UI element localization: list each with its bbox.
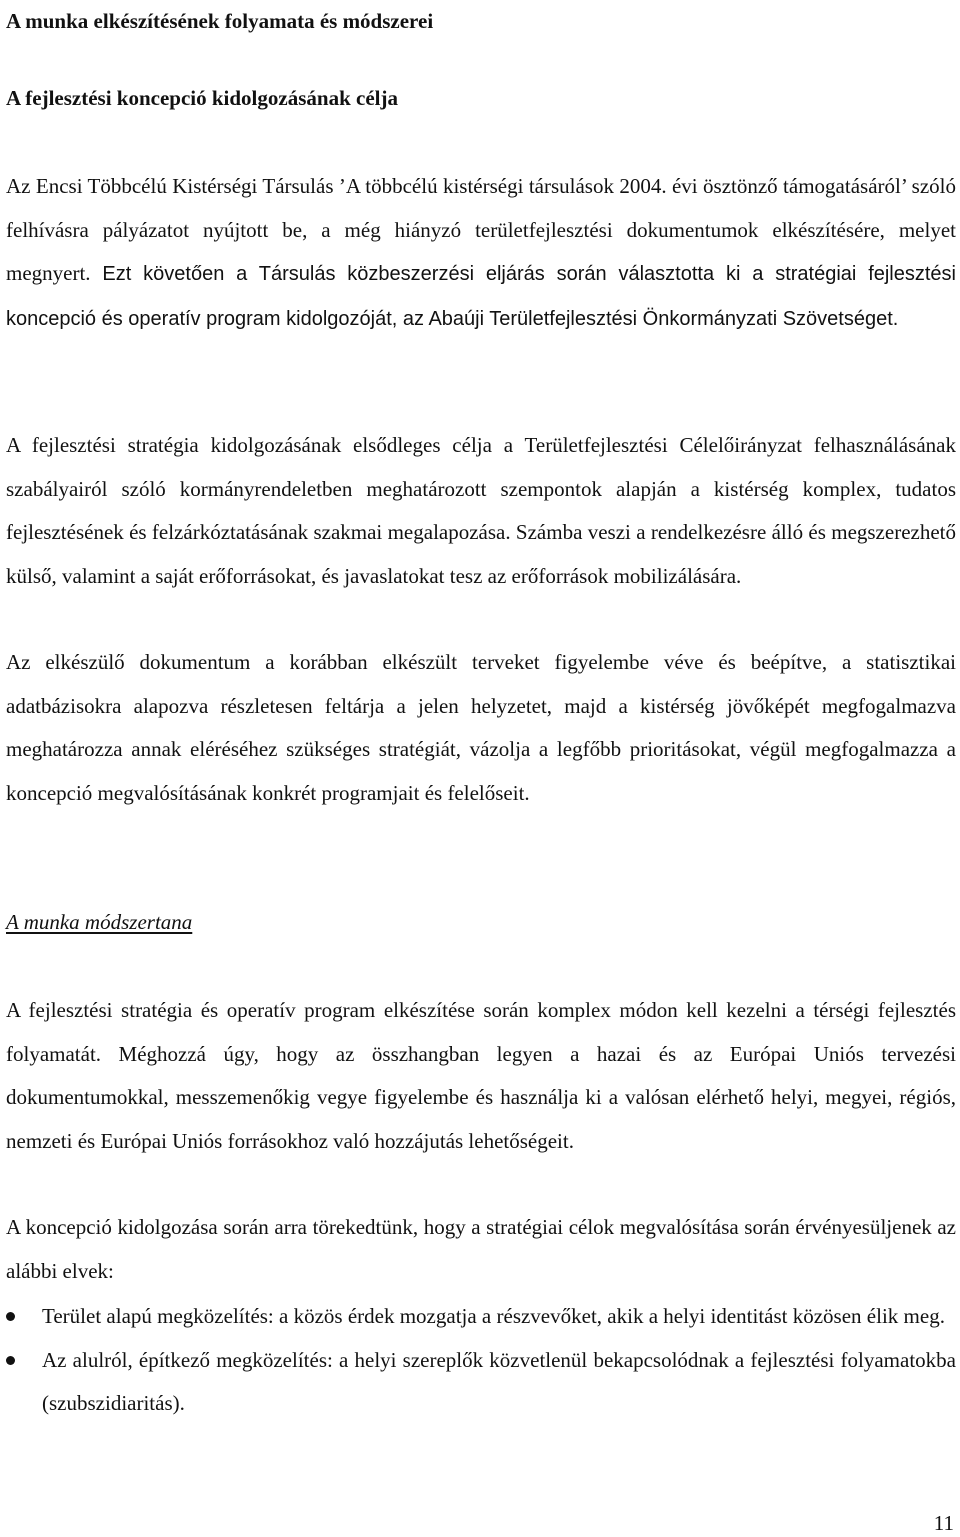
list-item bbox=[0, 1295, 956, 1339]
paragraph-method: A fejlesztési stratégia és operatív program elkészítése során komplex módon kell kezelni a térségi fejlesztés folyamatát. Méghozzá úgy, hogy az összhangban legyen a hazai és az Európai Uniós tervezési dokumentumokkal, messzemenőkig vegye figyelembe és használja ki a valósan elérhető helyi, megyei, régiós, nemzeti és Európai Uniós forrásokhoz való hozzájutás lehetőségeit. bbox=[6, 998, 956, 1153]
principles-list bbox=[0, 1295, 956, 1426]
section-heading-method: A munka módszertana bbox=[6, 910, 193, 934]
section-heading-goal: A fejlesztési koncepció kidolgozásának célja bbox=[6, 86, 398, 110]
bullet-icon bbox=[6, 1312, 15, 1321]
list-item-text: Terület alapú megközelítés: a közös érdek mozgatja a részvevőket, akik a helyi identitást közösen élik meg. bbox=[42, 1304, 945, 1328]
paragraph-principles: A koncepció kidolgozása során arra törekedtünk, hogy a stratégiai célok megvalósítása során érvényesüljenek az alábbi elvek: bbox=[6, 1215, 956, 1283]
paragraph-goal: A fejlesztési stratégia kidolgozásának elsődleges célja a Területfejlesztési Célelőirányzat felhasználásának szabályairól szóló kormányrendeletben meghatározott szempontok alapján a kistérség komplex, tudatos fejlesztésének és felzárkóztatásának szakmai megalapozása. Számba veszi a rendelkezésre álló és megszerezhető külső, valamint a saját erőforrásokat, és javaslatokat tesz az erőforrások mobilizálására. bbox=[6, 433, 956, 588]
main-heading: A munka elkészítésének folyamata és módszerei bbox=[6, 9, 434, 33]
page-number: 11 bbox=[933, 1511, 954, 1535]
list-item-text: Az alulról, építkező megközelítés: a helyi szereplők közvetlenül bekapcsolódnak a fejlesztési folyamatokba (szubszidiaritás). bbox=[42, 1347, 956, 1415]
paragraph-document: Az elkészülő dokumentum a korábban elkészült terveket figyelembe véve és beépítve, a statisztikai adatbázisokra alapozva részletesen feltárja a jelen helyzetet, majd a kistérség jövőképét megfogalmazva meghatározza annak eléréséhez szükséges stratégiát, vázolja a legfőbb prioritásokat, végül megfogalmazza a koncepció megvalósításának konkrét programjait és felelőseit. bbox=[6, 650, 956, 805]
paragraph-intro-sans: Ezt követően a Társulás közbeszerzési eljárás során választotta ki a stratégiai fejlesztési koncepció és operatív program kidolgozóját, az Abaúji Területfejlesztési Önkormányzati Szövetséget. bbox=[6, 263, 956, 330]
paragraph-intro-serif: Az Encsi Többcélú Kistérségi Társulás ’A többcélú kistérségi társulások 2004. évi ösztönző támogatásáról’ szóló felhívásra pályázatot nyújtott be, a még hiányzó területfejlesztési dokumentumok elkészítésére, melyet megnyert. bbox=[6, 174, 956, 285]
list-item bbox=[0, 1339, 956, 1426]
paragraph-intro bbox=[6, 165, 956, 341]
bullet-icon bbox=[6, 1356, 15, 1365]
